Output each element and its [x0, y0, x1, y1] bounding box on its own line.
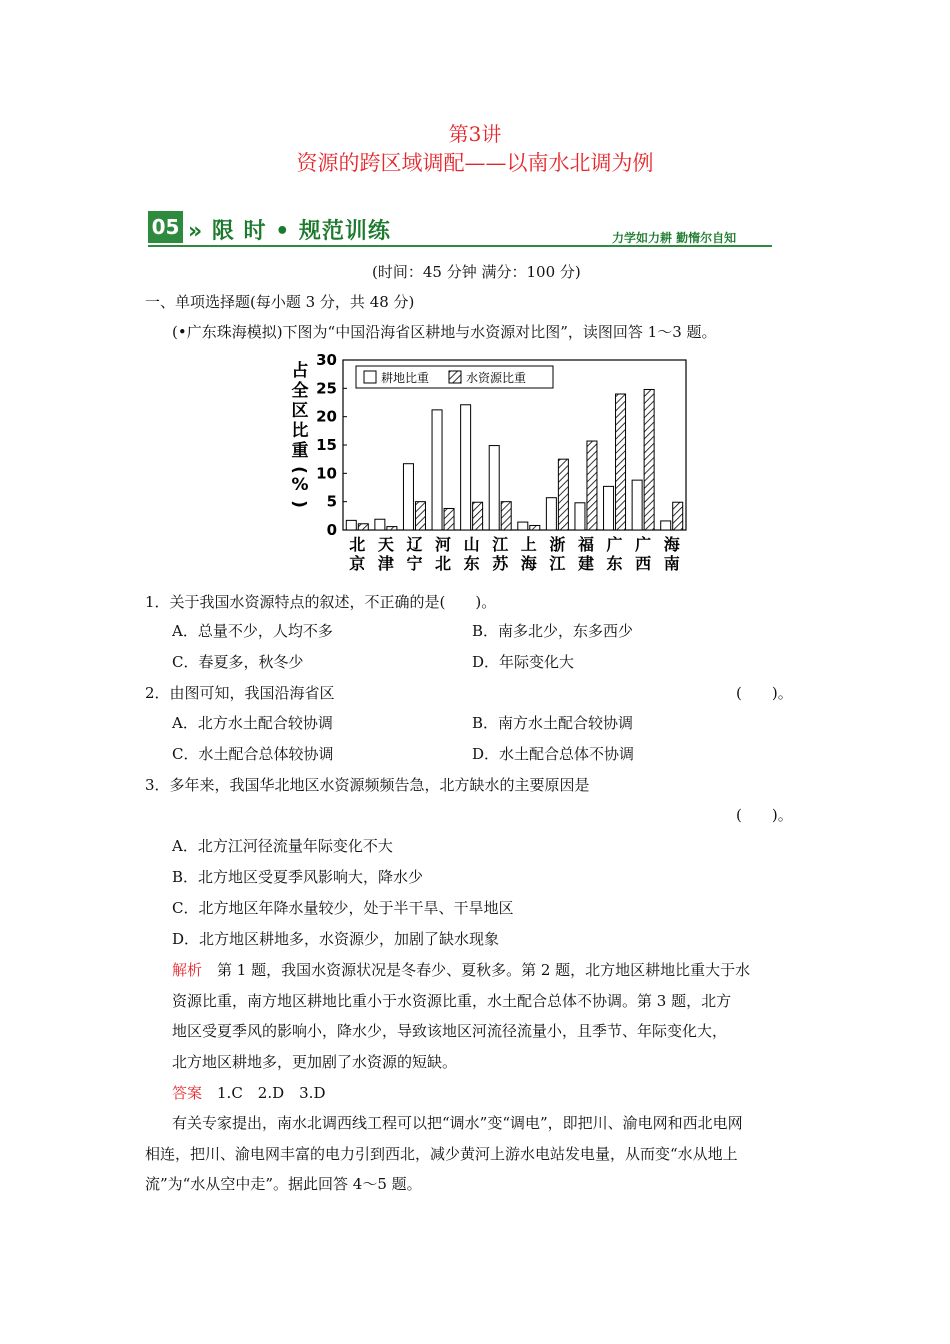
bar-water — [558, 459, 568, 530]
banner-title: » 限 时 • 规范训练 — [188, 219, 391, 244]
y-axis-label-char: 重 — [291, 441, 309, 461]
analysis-text-1: 第 1 题，我国水资源状况是冬春少、夏秋多。第 2 题，北方地区耕地比重大于水 — [202, 961, 751, 979]
q1-option-a: A．总量不少，人均不多 — [172, 622, 333, 640]
bar-water — [444, 508, 454, 530]
q3-option-c: C．北方地区年降水量较少，处于半干旱、干旱地区 — [172, 899, 514, 917]
legend-swatch-water — [449, 371, 461, 383]
y-tick-label: 0 — [326, 521, 337, 539]
bar-farmland — [403, 464, 413, 530]
q1-option-b: B．南多北少，东多西少 — [472, 622, 634, 640]
bar-water — [473, 502, 483, 530]
bar-water — [530, 525, 540, 530]
q3-stem: 3．多年来，我国华北地区水资源频频告急，北方缺水的主要原因是 — [145, 776, 590, 794]
analysis-line-1 — [172, 960, 750, 980]
lecture-number: 第3讲 — [448, 122, 502, 146]
analysis-line-2: 资源比重，南方地区耕地比重小于水资源比重，水土配合总体不协调。第 3 题，北方 — [172, 992, 732, 1010]
q2-option-b: B．南方水土配合较协调 — [472, 714, 634, 732]
q2-option-d: D．水土配合总体不协调 — [472, 745, 635, 763]
passage-line-2: 相连，把川、渝电网丰富的电力引到西北，减少黄河上游水电站发电量，从而变“水从地上 — [145, 1145, 738, 1163]
x-tick-label: 河 — [435, 535, 452, 554]
x-tick-label: 海 — [520, 554, 537, 573]
answer-label: 答案 — [172, 1084, 203, 1102]
passage-line-3: 流”为“水从空中走”。据此回答 4～5 题。 — [145, 1175, 422, 1193]
q3-option-a: A．北方江河径流量年际变化不大 — [172, 837, 393, 855]
q1-option-c: C．春夏多，秋冬少 — [172, 653, 304, 671]
y-axis-label-char: 占 — [291, 361, 309, 381]
bar-water — [587, 441, 597, 530]
x-tick-label: 江 — [492, 535, 509, 554]
legend-label-farmland: 耕地比重 — [381, 371, 430, 385]
analysis-label: 解析 — [172, 961, 203, 979]
y-axis-label-char: ) — [289, 500, 309, 508]
y-tick-label: 25 — [316, 379, 337, 398]
x-tick-label: 南 — [663, 554, 680, 573]
x-tick-label: 广 — [606, 535, 623, 554]
page-title: 资源的跨区域调配——以南水北调为例 — [296, 151, 654, 175]
section-badge: 05 — [148, 211, 183, 243]
x-tick-label: 江 — [549, 554, 566, 573]
bar-farmland — [546, 498, 556, 530]
y-axis-label-char: ( — [289, 466, 309, 474]
question-intro: (•广东珠海模拟)下图为“中国沿海省区耕地与水资源对比图”，读图回答 1～3 题。 — [172, 323, 717, 341]
y-axis-label — [289, 360, 309, 508]
x-tick-label: 山 — [463, 535, 480, 554]
q2-stem: 2．由图可知，我国沿海省区 — [145, 684, 335, 702]
x-tick-label: 上 — [520, 535, 537, 554]
x-tick-label: 辽 — [406, 535, 423, 554]
x-tick-label: 津 — [377, 554, 394, 573]
x-tick-label: 建 — [577, 554, 594, 573]
analysis-line-3: 地区受夏季风的影响小，降水少，导致该地区河流径流量小，且季节、年际变化大， — [172, 1022, 728, 1040]
passage-line-1: 有关专家提出，南水北调西线工程可以把“调水”变“调电”，即把川、渝电网和西北电网 — [172, 1114, 743, 1132]
x-tick-label: 广 — [635, 535, 652, 554]
bar-farmland — [661, 521, 671, 530]
x-tick-label: 天 — [377, 535, 394, 554]
answer-text: 1.C 2.D 3.D — [202, 1084, 326, 1102]
y-tick-label: 10 — [316, 464, 337, 483]
q1-option-d: D．年际变化大 — [472, 653, 575, 671]
y-tick-label: 30 — [316, 351, 337, 369]
y-axis-label-char: 比 — [291, 421, 309, 441]
analysis-line-4: 北方地区耕地多，更加剧了水资源的短缺。 — [172, 1053, 458, 1071]
motto: 力学如力耕 勤惰尔自知 — [612, 231, 737, 245]
bar-farmland — [432, 410, 442, 530]
q2-option-a: A．北方水土配合较协调 — [172, 714, 333, 732]
bar-farmland — [604, 486, 614, 530]
bar-farmland — [518, 522, 528, 530]
time-score-line: (时间：45 分钟 满分：100 分) — [372, 263, 581, 281]
x-tick-label: 北 — [435, 554, 452, 573]
q2-option-c: C．水土配合总体较协调 — [172, 745, 334, 763]
bar-water — [387, 527, 397, 530]
x-tick-label: 宁 — [406, 554, 423, 573]
q3-option-b: B．北方地区受夏季风影响大，降水少 — [172, 868, 424, 886]
x-tick-label: 苏 — [492, 554, 509, 573]
y-tick-label: 20 — [316, 407, 337, 426]
q1-stem: 1．关于我国水资源特点的叙述，不正确的是( )。 — [145, 593, 497, 611]
bar-water — [501, 502, 511, 530]
x-tick-label: 海 — [663, 535, 680, 554]
x-tick-label: 浙 — [549, 535, 566, 554]
bar-farmland — [375, 519, 385, 530]
bar-water — [415, 502, 425, 530]
bar-farmland — [461, 405, 471, 530]
bar-farmland — [346, 520, 356, 530]
x-tick-label: 北 — [349, 535, 366, 554]
legend-label-water: 水资源比重 — [466, 371, 527, 385]
q3-answer-paren: ( )。 — [736, 806, 793, 824]
bar-farmland — [632, 480, 642, 530]
bar-water — [673, 502, 683, 530]
bar-water — [358, 524, 368, 530]
x-tick-label: 福 — [577, 535, 594, 554]
x-tick-label: 东 — [606, 554, 623, 573]
bar-farmland — [575, 503, 585, 530]
q3-option-d: D．北方地区耕地多，水资源少，加剧了缺水现象 — [172, 930, 500, 948]
x-tick-label: 西 — [635, 554, 652, 573]
bar-chart — [280, 350, 700, 580]
y-axis-label-char: 区 — [291, 401, 309, 421]
x-tick-label: 京 — [349, 554, 366, 573]
legend — [356, 366, 553, 388]
banner-divider — [148, 245, 772, 247]
q2-answer-paren: ( )。 — [736, 684, 793, 702]
bar-farmland — [489, 446, 499, 530]
bar-water — [644, 389, 654, 530]
y-tick-label: 15 — [316, 436, 337, 454]
legend-swatch-farmland — [364, 371, 376, 383]
y-tick-label: 5 — [326, 492, 337, 511]
answer-line — [172, 1083, 325, 1103]
section-heading: 一、单项选择题(每小题 3 分，共 48 分) — [145, 293, 415, 311]
x-tick-label: 东 — [463, 554, 480, 573]
bar-water — [616, 394, 626, 530]
y-axis-label-char: 全 — [291, 381, 309, 401]
y-axis-label-char: % — [291, 475, 309, 495]
